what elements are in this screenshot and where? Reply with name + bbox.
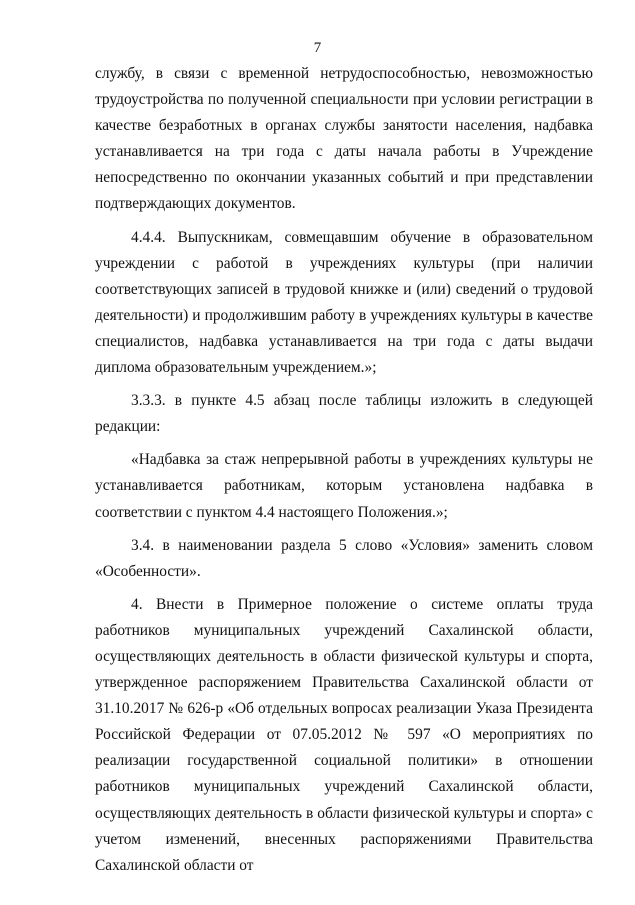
paragraph-continuation: службу, в связи с временной нетрудоспособностью, невозможностью трудоустройства по полученной специальности при условии регистрации в качестве безработных в органах службы занятости населения, надбавка устанавливается на три года с даты начала работы в Учреждение непосредственно по окончании указанных событий и при представлении подтверждающих документов.	[95, 65, 593, 213]
paragraph-quote-allowance: «Надбавка за стаж непрерывной работы в учреждениях культуры не устанавливается работникам, которым установлена надбавка в соответствии с пунктом 4.4 настоящего Положения.»;	[95, 451, 593, 521]
document-body	[95, 61, 593, 879]
page-number: 7	[313, 40, 322, 56]
paragraph-3-4: 3.4. в наименовании раздела 5 слово «Условия» заменить словом «Особенности».	[95, 536, 593, 580]
paragraph-4: 4. Внести в Примерное положение о системе оплаты труда работников муниципальных учреждений Сахалинской области, осуществляющих деятельность в области физической культуры и спорта, утвержденное распоряжением Правительства Сахалинской области от 31.10.2017 № 626-р «Об отдельных вопросах реализации Указа Президента Российской Федерации от 07.05.2012 № 597 «О мероприятиях по реализации государственной социальной политики» в отношении работников муниципальных учреждений Сахалинской области, осуществляющих деятельность в области физической культуры и спорта» с учетом изменений, внесенных распоряжениями Правительства Сахалинской области от	[95, 595, 593, 874]
paragraph-3-3-3: 3.3.3. в пункте 4.5 абзац после таблицы изложить в следующей редакции:	[95, 392, 593, 436]
paragraph-4-4-4: 4.4.4. Выпускникам, совмещавшим обучение в образовательном учреждении с работой в учреждениях культуры (при наличии соответствующих записей в трудовой книжке и (или) сведений о трудовой деятельности) и продолжившим работу в учреждениях культуры в качестве специалистов, надбавка устанавливается на три года с даты выдачи диплома образовательным учреждением.»;	[95, 228, 593, 377]
